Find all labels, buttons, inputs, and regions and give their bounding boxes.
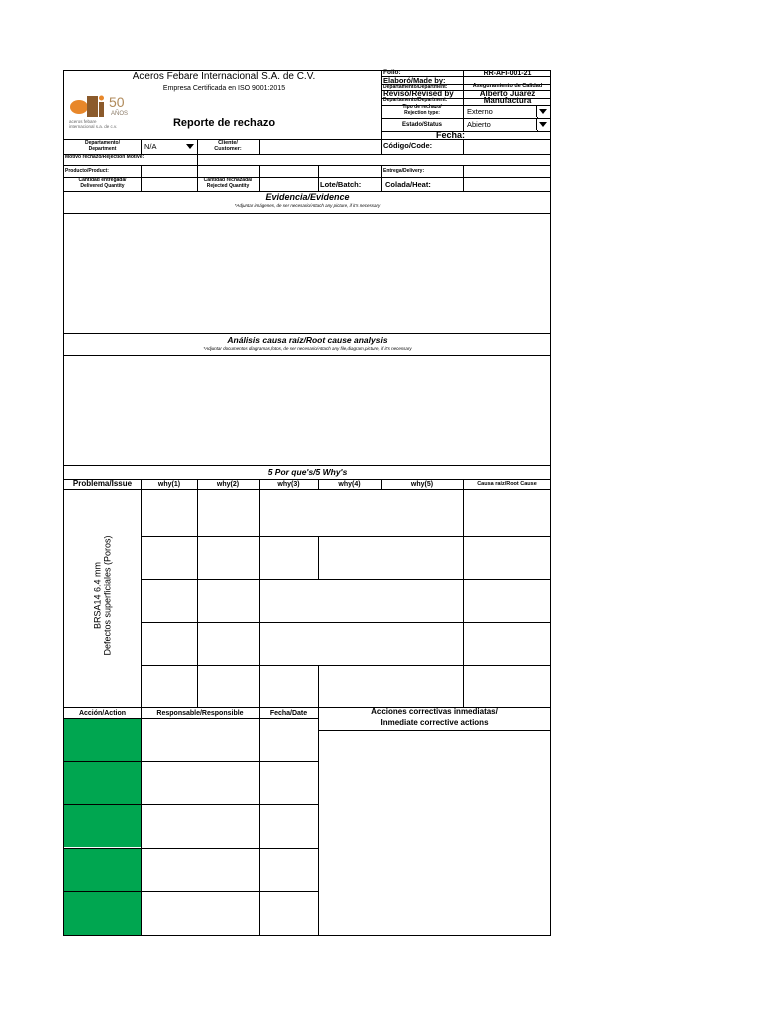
info-department-select[interactable]: [143, 141, 196, 152]
status-label: Estado/Status: [401, 122, 442, 128]
info-department-value: N/A: [144, 142, 157, 151]
delivery-label: Entrega/Delivery:: [383, 168, 425, 174]
heat-label: Colada/Heat:: [385, 180, 431, 189]
delivered-qty-field[interactable]: [142, 178, 196, 190]
immediate-actions-line-2: Inmediate corrective actions: [380, 718, 489, 727]
rejected-qty-label-1: Cantidad rechazada/: [203, 177, 253, 183]
immediate-actions-area[interactable]: [319, 731, 551, 935]
root-cause-area[interactable]: [64, 356, 551, 464]
folio-label: Folio:: [383, 69, 401, 76]
revised-by-value: Alberto Juarez: [479, 89, 536, 98]
immediate-actions-line-1: Acciones correctivas inmediatas/: [371, 707, 498, 716]
chevron-down-icon[interactable]: [539, 109, 547, 114]
action-header: Acción/Action: [78, 710, 127, 717]
action-cell-4[interactable]: [64, 849, 141, 891]
chevron-down-icon[interactable]: [539, 122, 547, 127]
delivered-qty-label-2: Delivered Quantity: [80, 183, 125, 189]
action-cell-5[interactable]: [64, 892, 141, 935]
product-field[interactable]: [142, 166, 380, 176]
root-cause-title: Análisis causa raíz/Root cause analysis: [227, 335, 388, 345]
info-department-label-2: Department: [88, 146, 117, 152]
client-label-2: Customer:: [214, 146, 242, 152]
rejected-qty-field[interactable]: [260, 178, 317, 190]
delivery-field[interactable]: [464, 166, 550, 176]
product-label: Producto/Product:: [65, 168, 109, 174]
report-title: Reporte de rechazo: [172, 117, 276, 129]
fecha-label: Fecha:: [436, 130, 466, 140]
whys-header-root-cause: Causa raíz/Root Cause: [477, 481, 537, 487]
status-value: Abierto: [467, 120, 491, 129]
info-department-label-1: Departamento/: [84, 140, 120, 146]
rejected-qty-label-2: Rejected Quantity: [206, 183, 250, 189]
whys-header-why2: why(2): [216, 481, 240, 488]
action-cell-1[interactable]: [64, 719, 141, 761]
status-select[interactable]: [465, 119, 549, 130]
logo-tagline-2: internacional s.a. de c.v.: [69, 124, 118, 129]
problem-cell: [64, 490, 141, 707]
rejection-type-select[interactable]: [465, 106, 549, 117]
evidence-title: Evidencia/Evidence: [265, 192, 350, 202]
code-field[interactable]: [464, 140, 550, 153]
whys-header-why5: why(5): [410, 481, 434, 488]
rejection-type-label-2: Rejection type:: [404, 110, 440, 116]
whys-header-why4: why(4): [338, 481, 361, 488]
whys-header-why1: why(1): [157, 481, 181, 488]
logo-word: AÑOS: [111, 111, 129, 117]
action-cell-2[interactable]: [64, 762, 141, 804]
department-value-1: Aseguramiento de Calidad: [472, 83, 543, 89]
lot-label: Lote/Batch:: [320, 180, 362, 189]
code-label: Código/Code:: [383, 141, 433, 150]
root-cause-note: *Adjuntar documentos diagramas,fotos, de ser necesario/Attach any file,diagram,picture, if it's necessary: [203, 346, 412, 351]
department-label-1: Departamento/Department:: [383, 84, 448, 90]
made-by-label: Elaboró/Made by:: [383, 76, 446, 85]
department-label-2: Departamento/Department:: [383, 97, 448, 103]
evidence-area[interactable]: [64, 214, 551, 332]
logo-number: 50: [109, 94, 125, 110]
logo-tagline-1: aceros febare: [69, 119, 97, 124]
problem-text-1: BRSA14 6.4 mm: [92, 561, 103, 630]
client-label-1: Cliente/: [218, 140, 238, 146]
whys-header-why3: why(3): [277, 481, 300, 488]
rejection-type-value: Externo: [467, 107, 493, 116]
responsible-header: Responsable/Responsible: [156, 710, 244, 717]
client-field[interactable]: [260, 140, 380, 153]
date-header: Fecha/Date: [269, 710, 308, 717]
folio-value: RR-AFI-001-21: [483, 70, 532, 77]
revised-by-label: Revisó/Revised by: [383, 89, 454, 98]
action-cell-3[interactable]: [64, 805, 141, 847]
motive-field[interactable]: [198, 155, 550, 164]
chevron-down-icon[interactable]: [186, 144, 194, 149]
rejection-report-form: [63, 70, 551, 936]
evidence-note: *Adjuntar imágenes, de ser necesario/Attach any picture, if it's necessary: [234, 203, 381, 208]
rejection-type-label-1: Tipo de rechazo/: [402, 104, 442, 110]
heat-field[interactable]: [464, 178, 550, 190]
department-value-2: Manufactura: [483, 96, 532, 105]
iso-certification: Empresa Certificada en ISO 9001:2015: [162, 85, 286, 92]
delivered-qty-label-1: Cantidad entregada/: [78, 177, 127, 183]
motive-label: Motivo rechazo/Rejection Motive:: [65, 154, 145, 160]
afi-logo-icon: [67, 93, 139, 133]
whys-title: 5 Por que's/5 Why's: [267, 467, 348, 477]
company-name: Aceros Febare Internacional S.A. de C.V.: [132, 71, 316, 82]
whys-header-problem: Problema/Issue: [72, 479, 133, 488]
company-logo: [67, 93, 139, 133]
problem-text-2: Defectos superficiales (Poros): [102, 535, 113, 656]
